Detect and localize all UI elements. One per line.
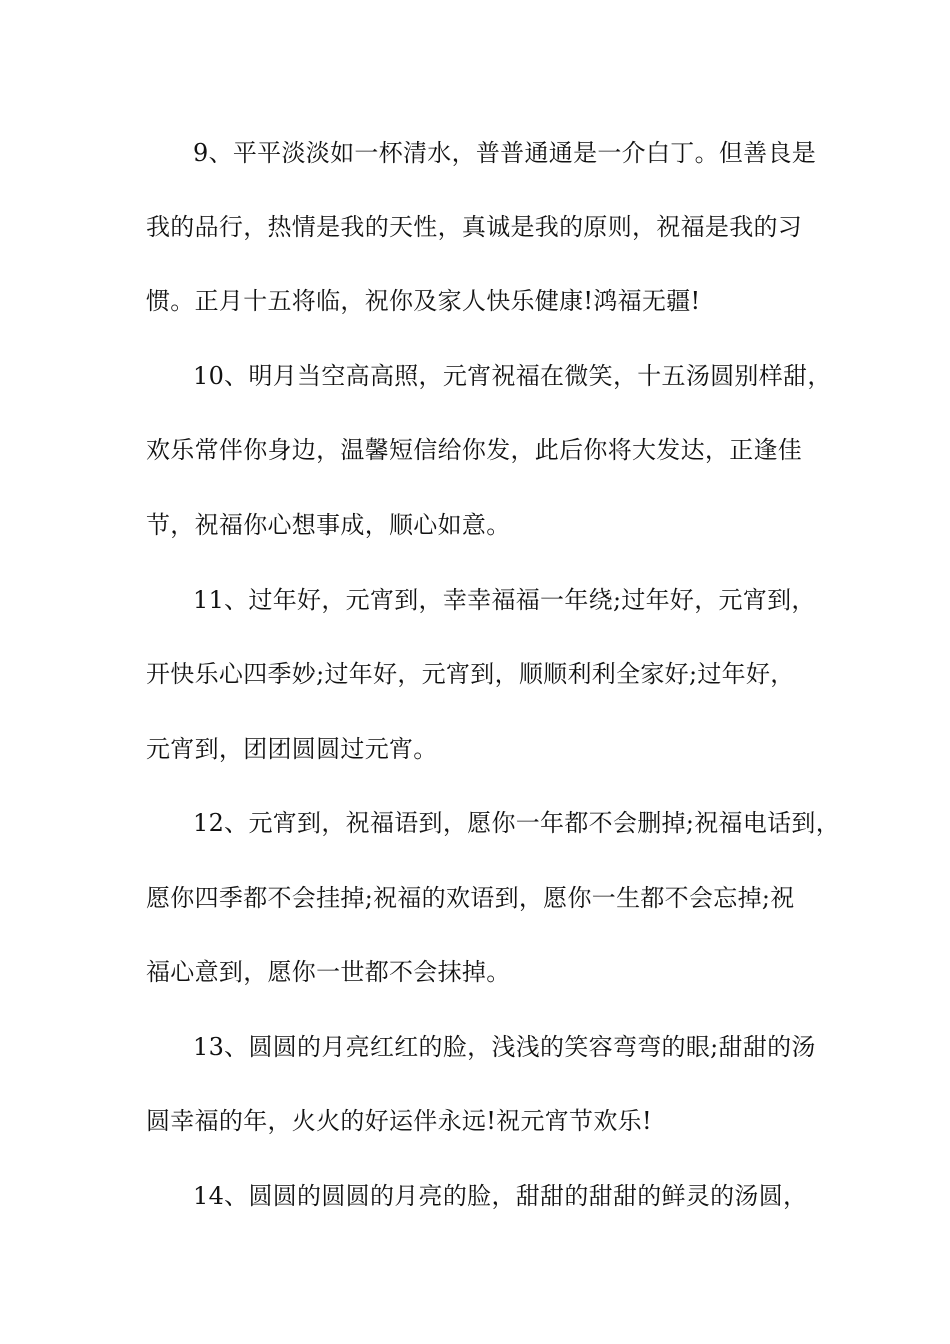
paragraph-9-line-2: 我的品行，热情是我的天性，真诚是我的原则，祝福是我的习 (146, 213, 803, 241)
paragraph-11-line-2: 开快乐心四季妙;过年好，元宵到，顺顺利利全家好;过年好， (146, 660, 795, 688)
paragraph-11-line-1: 11、过年好，元宵到，幸幸福福一年绕;过年好，元宵到， (193, 586, 816, 614)
paragraph-9-line-1: 9、平平淡淡如一杯清水，普普通通是一介白丁。但善良是 (193, 139, 817, 167)
paragraph-13-line-1: 13、圆圆的月亮红红的脸，浅浅的笑容弯弯的眼;甜甜的汤 (193, 1033, 816, 1061)
paragraph-12-line-2: 愿你四季都不会挂掉;祝福的欢语到，愿你一生都不会忘掉;祝 (146, 884, 795, 912)
paragraph-9-line-3: 惯。正月十五将临，祝你及家人快乐健康!鸿福无疆! (146, 287, 701, 315)
paragraph-12-line-3: 福心意到，愿你一世都不会抹掉。 (146, 958, 511, 986)
paragraph-12-line-1: 12、元宵到，祝福语到，愿你一年都不会删掉;祝福电话到， (193, 809, 841, 837)
paragraph-13-line-2: 圆幸福的年，火火的好运伴永远!祝元宵节欢乐! (146, 1107, 652, 1135)
paragraph-14-line-1: 14、圆圆的圆圆的月亮的脸，甜甜的甜甜的鲜灵的汤圆， (193, 1182, 808, 1210)
paragraph-10-line-1: 10、明月当空高高照，元宵祝福在微笑，十五汤圆别样甜， (193, 362, 832, 390)
paragraph-11-line-3: 元宵到，团团圆圆过元宵。 (146, 735, 438, 763)
paragraph-10-line-3: 节，祝福你心想事成，顺心如意。 (146, 511, 511, 539)
paragraph-10-line-2: 欢乐常伴你身边，温馨短信给你发，此后你将大发达，正逢佳 (146, 436, 803, 464)
